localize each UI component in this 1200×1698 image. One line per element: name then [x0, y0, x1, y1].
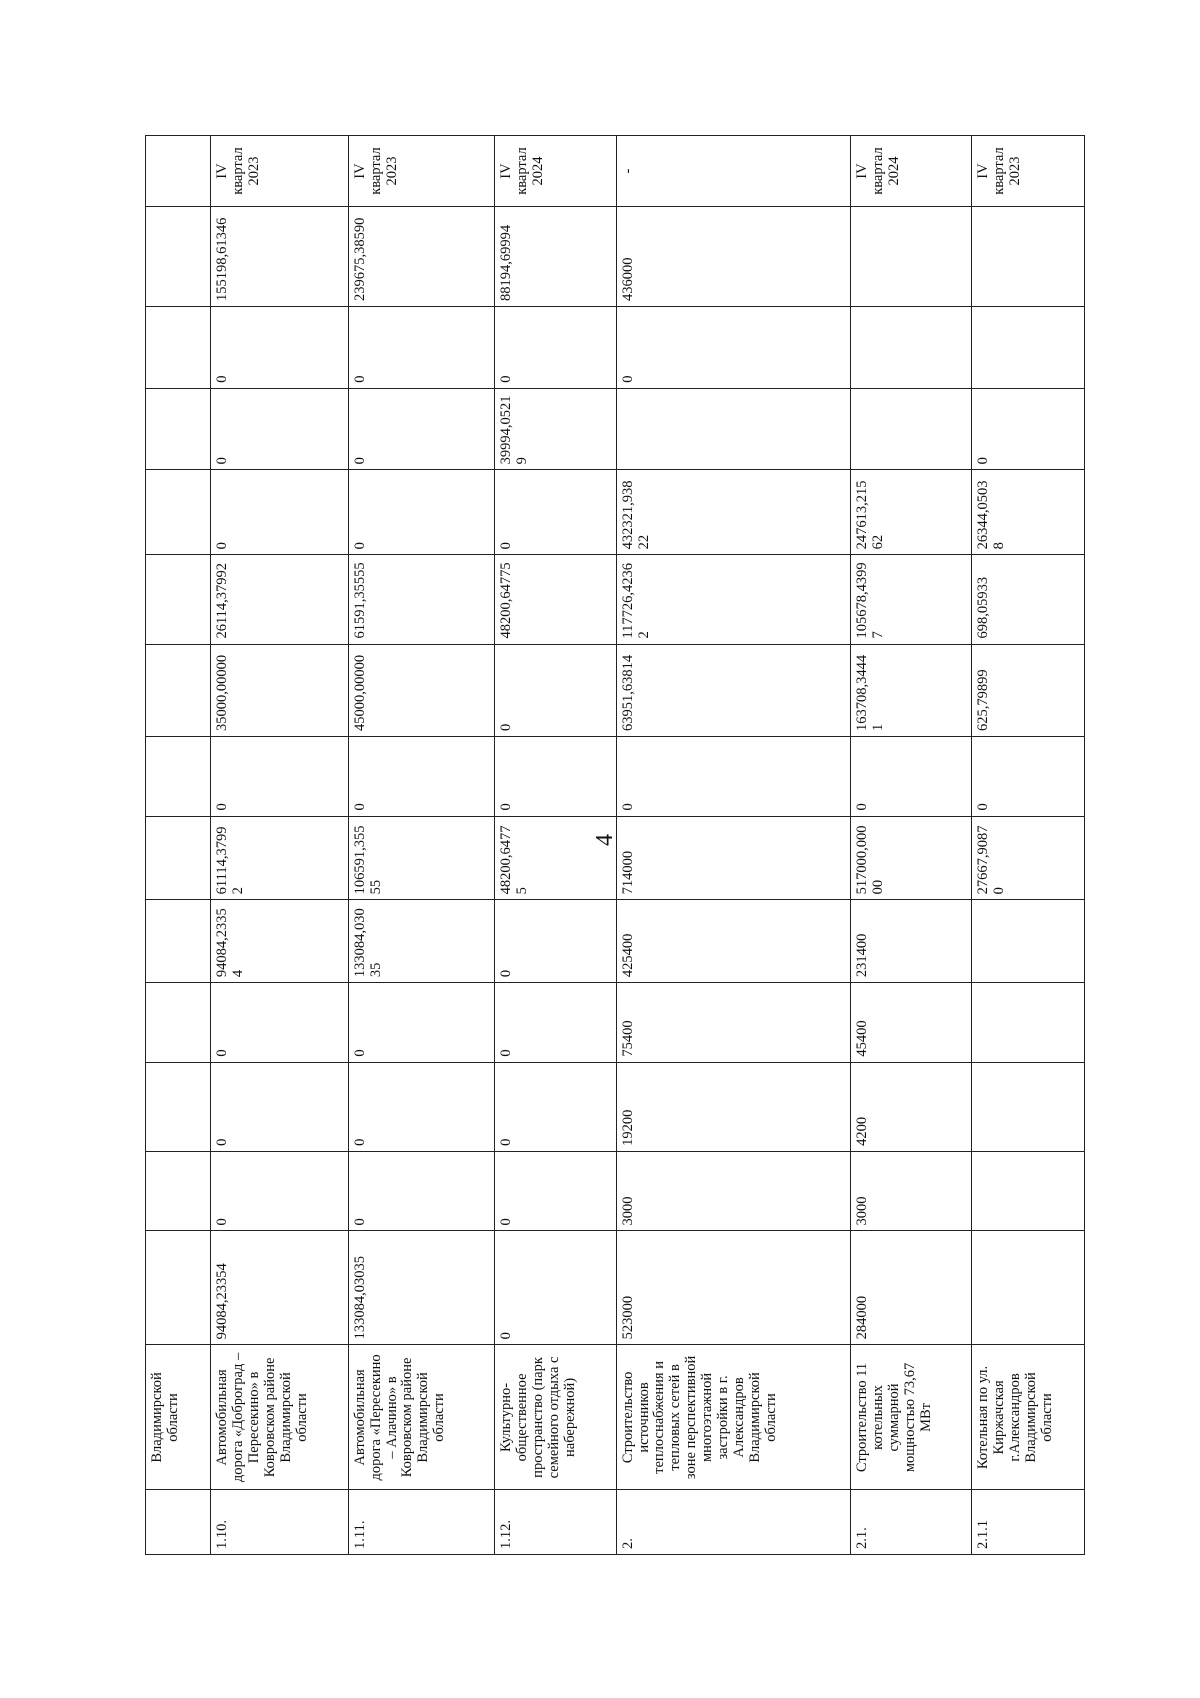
- object-name-cell: Владимирской области: [146, 1345, 211, 1490]
- value-cell: 0: [348, 736, 494, 816]
- completion-period-cell: IV квартал 2024: [850, 136, 972, 207]
- table-row: [972, 136, 1085, 1555]
- empty-cell: [146, 470, 211, 555]
- value-cell: 3000: [850, 1151, 972, 1231]
- empty-cell: [146, 388, 211, 470]
- value-cell: 0: [211, 1151, 348, 1231]
- value-cell: 0: [348, 983, 494, 1063]
- table-body: [146, 136, 1085, 1555]
- value-cell: 625,79899: [972, 644, 1085, 736]
- value-cell: 523000: [616, 1231, 850, 1345]
- value-cell: 0: [211, 388, 348, 470]
- empty-cell: [146, 1231, 211, 1345]
- empty-cell: [146, 1062, 211, 1151]
- value-cell: 48200,64775: [495, 555, 617, 644]
- object-name-cell: Культурно-общественное пространство (парк семейного отдыха с набережной): [495, 1345, 617, 1490]
- value-cell: 0: [616, 307, 850, 389]
- completion-period-cell: IV квартал 2024: [495, 136, 617, 207]
- value-cell: 61591,35555: [348, 555, 494, 644]
- object-name-cell: Автомобильная дорога «Доброград – Пересекино» в Ковровском районе Владимирской области: [211, 1345, 348, 1490]
- value-cell: 0: [972, 388, 1085, 470]
- value-cell: 94084,23354: [211, 900, 348, 983]
- empty-cell: [146, 207, 211, 307]
- value-cell: 0: [211, 736, 348, 816]
- value-cell: [972, 1062, 1085, 1151]
- row-number-cell: 2.1.: [850, 1490, 972, 1555]
- completion-period-cell: IV квартал 2023: [972, 136, 1085, 207]
- value-cell: 133084,03035: [348, 1231, 494, 1345]
- empty-cell: [146, 736, 211, 816]
- value-cell: 88194,69994: [495, 207, 617, 307]
- value-cell: 4200: [850, 1062, 972, 1151]
- empty-cell: [146, 555, 211, 644]
- value-cell: 48200,64775: [495, 816, 617, 900]
- value-cell: 231400: [850, 900, 972, 983]
- row-number-cell: 1.10.: [211, 1490, 348, 1555]
- empty-cell: [146, 816, 211, 900]
- value-cell: 0: [616, 736, 850, 816]
- value-cell: 247613,21562: [850, 470, 972, 555]
- object-name-cell: Котельная по ул. Киржачская г.Александров Владимирской области: [972, 1345, 1085, 1490]
- empty-cell: [146, 900, 211, 983]
- row-number-cell: 2.1.1: [972, 1490, 1085, 1555]
- value-cell: 117726,42362: [616, 555, 850, 644]
- data-table-container: [145, 135, 1085, 1555]
- table-row: [348, 136, 494, 1555]
- value-cell: [972, 207, 1085, 307]
- value-cell: 0: [850, 736, 972, 816]
- data-table: [145, 135, 1085, 1555]
- value-cell: 0: [348, 470, 494, 555]
- row-number-cell: 1.11.: [348, 1490, 494, 1555]
- value-cell: 105678,43997: [850, 555, 972, 644]
- value-cell: 133084,03035: [348, 900, 494, 983]
- empty-cell: [146, 983, 211, 1063]
- value-cell: [850, 207, 972, 307]
- value-cell: 45000,00000: [348, 644, 494, 736]
- value-cell: 26344,05038: [972, 470, 1085, 555]
- value-cell: 35000,00000: [211, 644, 348, 736]
- value-cell: 27667,90870: [972, 816, 1085, 900]
- value-cell: 0: [495, 900, 617, 983]
- empty-cell: [146, 1151, 211, 1231]
- value-cell: 0: [211, 470, 348, 555]
- value-cell: [972, 307, 1085, 389]
- value-cell: 0: [495, 983, 617, 1063]
- value-cell: 0: [348, 1062, 494, 1151]
- table-row: [495, 136, 617, 1555]
- value-cell: 432321,93822: [616, 470, 850, 555]
- value-cell: 0: [495, 470, 617, 555]
- value-cell: 75400: [616, 983, 850, 1063]
- value-cell: 0: [495, 1231, 617, 1345]
- row-number-cell: [146, 1490, 211, 1555]
- value-cell: 3000: [616, 1151, 850, 1231]
- value-cell: [972, 1231, 1085, 1345]
- value-cell: [972, 900, 1085, 983]
- value-cell: 0: [495, 1062, 617, 1151]
- value-cell: 0: [495, 307, 617, 389]
- row-number-cell: 2.: [616, 1490, 850, 1555]
- value-cell: 155198,61346: [211, 207, 348, 307]
- object-name-cell: Строительство источников теплоснабжения и тепловых сетей в зоне перспективной многоэтажной застройки в г. Александров Владимирской области: [616, 1345, 850, 1490]
- completion-period-cell: IV квартал 2023: [211, 136, 348, 207]
- value-cell: 39994,05219: [495, 388, 617, 470]
- value-cell: 63951,63814: [616, 644, 850, 736]
- value-cell: [850, 307, 972, 389]
- value-cell: [616, 388, 850, 470]
- value-cell: 0: [211, 307, 348, 389]
- value-cell: [972, 1151, 1085, 1231]
- value-cell: [850, 388, 972, 470]
- table-row: [616, 136, 850, 1555]
- table-row: [850, 136, 972, 1555]
- value-cell: 714000: [616, 816, 850, 900]
- row-number-cell: 1.12.: [495, 1490, 617, 1555]
- empty-cell: [146, 644, 211, 736]
- object-name-cell: Автомобильная дорога «Пересекино – Алачино» в Ковровском районе Владимирской области: [348, 1345, 494, 1490]
- value-cell: 284000: [850, 1231, 972, 1345]
- value-cell: 0: [495, 1151, 617, 1231]
- value-cell: 436000: [616, 207, 850, 307]
- value-cell: 0: [211, 983, 348, 1063]
- value-cell: 0: [211, 1062, 348, 1151]
- completion-period-cell: -: [616, 136, 850, 207]
- value-cell: 698,05933: [972, 555, 1085, 644]
- value-cell: 517000,00000: [850, 816, 972, 900]
- value-cell: 106591,35555: [348, 816, 494, 900]
- value-cell: 425400: [616, 900, 850, 983]
- value-cell: [972, 983, 1085, 1063]
- empty-cell: [146, 307, 211, 389]
- completion-period-cell: IV квартал 2023: [348, 136, 494, 207]
- value-cell: 0: [972, 736, 1085, 816]
- table-row: [211, 136, 348, 1555]
- value-cell: 0: [348, 307, 494, 389]
- value-cell: 163708,34441: [850, 644, 972, 736]
- value-cell: 45400: [850, 983, 972, 1063]
- value-cell: 0: [348, 388, 494, 470]
- value-cell: 239675,38590: [348, 207, 494, 307]
- empty-cell: [146, 136, 211, 207]
- value-cell: 94084,23354: [211, 1231, 348, 1345]
- object-name-cell: Строительство 11 котельных суммарной мощностью 73,67 МВт: [850, 1345, 972, 1490]
- value-cell: 0: [495, 644, 617, 736]
- page-number: 4: [592, 834, 618, 846]
- value-cell: 0: [348, 1151, 494, 1231]
- value-cell: 26114,37992: [211, 555, 348, 644]
- table-header-continuation-row: [146, 136, 211, 1555]
- value-cell: 0: [495, 736, 617, 816]
- value-cell: 19200: [616, 1062, 850, 1151]
- value-cell: 61114,37992: [211, 816, 348, 900]
